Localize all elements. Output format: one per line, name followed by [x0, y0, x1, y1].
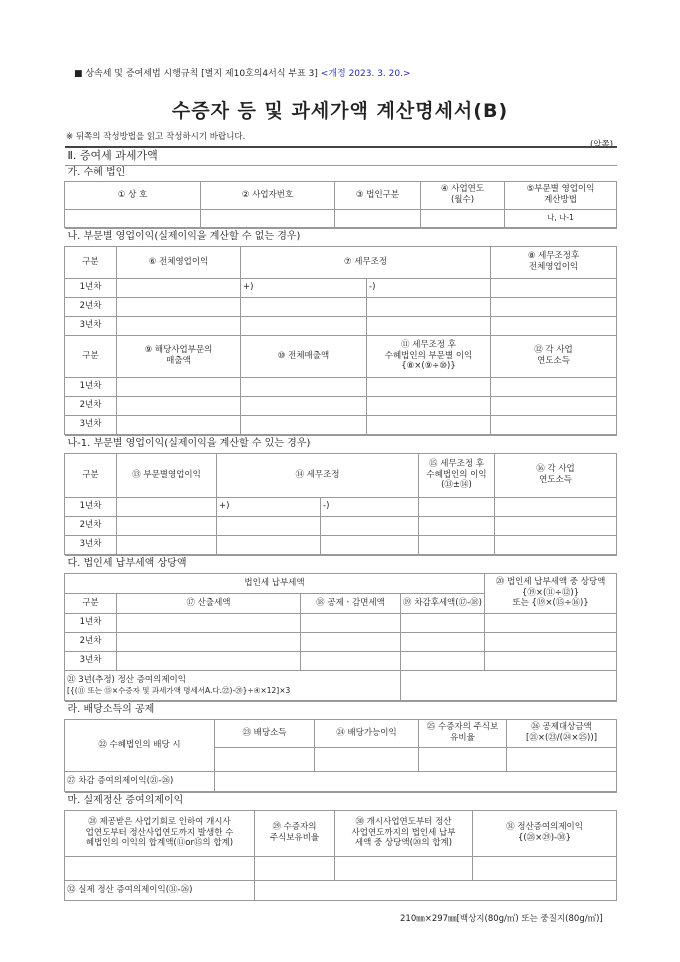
section-ma-title: 마. 실제정산 증여의제이익: [65, 792, 617, 810]
header-dividend-income: ㉓ 배당소득: [215, 719, 315, 747]
input-cell[interactable]: [485, 613, 617, 632]
section-ga-table: [64, 146, 617, 228]
section-na1-table: [64, 435, 617, 555]
input-cell[interactable]: [401, 632, 485, 651]
company-name-cell[interactable]: [65, 209, 201, 227]
plus-adjust-cell[interactable]: +): [217, 497, 321, 516]
section-na-title: 나. 부문별 영업이익(실제이익을 계산할 수 없는 경우): [65, 228, 617, 246]
input-cell[interactable]: [419, 497, 495, 516]
input-cell[interactable]: [301, 613, 401, 632]
input-cell[interactable]: [117, 297, 241, 316]
regulation-text: ■ 상속세 및 증여세법 시행규칙 [별지 제10호의4서식 부표 3]: [74, 69, 318, 79]
minus-adjust-cell[interactable]: -): [321, 497, 419, 516]
section-ra-table: [64, 701, 617, 792]
input-cell[interactable]: [315, 747, 419, 771]
input-cell[interactable]: [367, 415, 491, 434]
header-three-year-gift-profit: [65, 670, 401, 700]
header-share-ratio: ㉕ 수증자의 주식보 유비율: [419, 719, 507, 747]
input-cell[interactable]: [255, 880, 617, 900]
header-segment-sales: ⑨ 해당사업부문의 매출액: [117, 335, 241, 377]
header-computed-tax: ⑰ 산출세액: [117, 593, 301, 613]
input-cell[interactable]: [117, 613, 301, 632]
header-fiscal-year: ④ 사업연도 (월수): [421, 181, 505, 209]
year-label: 2년차: [65, 297, 117, 316]
minus-adjust-cell[interactable]: -): [367, 278, 491, 297]
header-cumulative-tax: ㉚ 개시사업연도부터 정산 사업연도까지의 법인세 납부 세액 중 상당액(⑳의 합계): [335, 810, 473, 856]
section-ra-title: 라. 배당소득의 공제: [65, 701, 617, 719]
header-corporate-tax: 법인세 납부세액: [65, 573, 485, 593]
header-taxable-income: ⑯ 각 사업 연도소득: [495, 453, 617, 497]
form-header: [74, 66, 411, 79]
input-cell[interactable]: [321, 535, 419, 554]
year-label: 3년차: [65, 316, 117, 335]
section-da-title: 다. 법인세 납부세액 상당액: [65, 555, 617, 573]
year-label: 3년차: [65, 535, 117, 554]
header-gubun: 구분: [65, 335, 117, 377]
input-cell[interactable]: [241, 415, 367, 434]
calc-method-cell[interactable]: 나, 나-1: [505, 209, 617, 227]
input-cell[interactable]: [301, 651, 401, 670]
input-cell[interactable]: [117, 535, 217, 554]
input-cell[interactable]: [495, 535, 617, 554]
input-cell[interactable]: [117, 316, 241, 335]
section-ga-title: 가. 수혜 법인: [65, 165, 617, 181]
input-cell[interactable]: [401, 670, 617, 700]
input-cell[interactable]: [117, 377, 241, 396]
input-cell[interactable]: [495, 497, 617, 516]
input-cell[interactable]: [401, 613, 485, 632]
year-label: 1년차: [65, 497, 117, 516]
input-cell[interactable]: [117, 632, 301, 651]
header-total-operating-profit: ⑥ 전체영업이익: [117, 246, 241, 278]
input-cell[interactable]: [491, 377, 617, 396]
header-tax-equivalent: ⑳ 법인세 납부세액 중 상당액 {⑲×(⑪÷⑫)} 또는 {⑲×(⑮÷⑯)}: [485, 573, 617, 613]
fiscal-year-cell[interactable]: [421, 209, 505, 227]
input-cell[interactable]: [301, 632, 401, 651]
header-gubun: 구분: [65, 246, 117, 278]
form-title: 수증자 등 및 과세가액 계산명세서(B): [171, 100, 509, 122]
three-year-gift-profit-formula: [{(⑪ 또는 ⑮×수증자 및 과세가액 명세서A.다.㉒)-⑳}÷④×12]×3: [67, 685, 291, 695]
input-cell[interactable]: [367, 297, 491, 316]
year-label: 2년차: [65, 632, 117, 651]
header-net-gift-profit: ㉗ 차감 증여의제이익(㉑-㉖): [65, 771, 215, 791]
input-cell[interactable]: [241, 377, 367, 396]
header-adjusted-profit: ⑧ 세무조정후 전체영업이익: [491, 246, 617, 278]
input-cell[interactable]: [335, 856, 473, 880]
input-cell[interactable]: [117, 278, 241, 297]
input-cell[interactable]: [507, 747, 617, 771]
input-cell[interactable]: [117, 415, 241, 434]
section-na-table: [64, 228, 617, 435]
input-cell[interactable]: [117, 396, 241, 415]
input-cell[interactable]: [473, 856, 617, 880]
input-cell[interactable]: [485, 632, 617, 651]
plus-adjust-cell[interactable]: +): [241, 278, 367, 297]
input-cell[interactable]: [491, 278, 617, 297]
input-cell[interactable]: [65, 856, 255, 880]
year-label: 2년차: [65, 516, 117, 535]
header-tax-adjustment: ⑦ 세무조정: [241, 246, 491, 278]
header-taxable-income: ⑫ 각 사업 연도소득: [491, 335, 617, 377]
input-cell[interactable]: [215, 747, 315, 771]
header-net-tax: ⑲ 차감후세액(⑰-⑱): [401, 593, 485, 613]
header-adjusted-beneficiary-profit: ⑮ 세무조정 후 수혜법인의 이익 (⑬±⑭): [419, 453, 495, 497]
section-da-table: [64, 555, 617, 701]
input-cell[interactable]: [491, 316, 617, 335]
year-label: 1년차: [65, 377, 117, 396]
input-cell[interactable]: [117, 651, 301, 670]
year-label: 1년차: [65, 278, 117, 297]
input-cell[interactable]: [367, 377, 491, 396]
input-cell[interactable]: [117, 497, 217, 516]
input-cell[interactable]: [495, 516, 617, 535]
section-na1-title: 나-1. 부문별 영업이익(실제이익을 계산할 수 있는 경우): [65, 435, 617, 453]
input-cell[interactable]: [217, 516, 321, 535]
input-cell[interactable]: [419, 535, 495, 554]
year-label: 2년차: [65, 396, 117, 415]
year-label: 3년차: [65, 651, 117, 670]
header-segment-operating-profit: ⑬ 부문별영업이익: [117, 453, 217, 497]
year-label: 1년차: [65, 613, 117, 632]
header-gubun: 구분: [65, 593, 117, 613]
header-dividend-event: ㉒ 수혜법인의 배당 시: [65, 719, 215, 771]
input-cell[interactable]: [241, 396, 367, 415]
header-deduction-tax: ⑱ 공제ㆍ감면세액: [301, 593, 401, 613]
header-actual-settlement-profit: ㉜ 실제 정산 증여의제이익(㉛-㉖): [65, 880, 255, 900]
input-cell[interactable]: [491, 396, 617, 415]
input-cell[interactable]: [215, 771, 617, 791]
header-distributable-profit: ㉔ 배당가능이익: [315, 719, 419, 747]
input-cell[interactable]: [419, 747, 507, 771]
header-gubun: 구분: [65, 453, 117, 497]
section-ma-table: [64, 792, 617, 901]
input-cell[interactable]: [241, 316, 367, 335]
header-deduction-amount: ㉖ 공제대상금액 [㉑×(㉓/(㉔×㉕))]: [507, 719, 617, 747]
form-body: [64, 146, 616, 901]
page-side-label: (앞쪽): [590, 140, 614, 150]
input-cell[interactable]: [241, 297, 367, 316]
three-year-gift-profit-label: ㉑ 3년(추정) 정산 증여의제이익: [67, 675, 186, 685]
input-cell[interactable]: [255, 856, 335, 880]
input-cell[interactable]: [367, 316, 491, 335]
corporation-type-cell[interactable]: [335, 209, 421, 227]
input-cell[interactable]: [491, 297, 617, 316]
header-settlement-gift-profit: ㉛ 정산증여의제이익 {(㉘×㉙)-㉚}: [473, 810, 617, 856]
input-cell[interactable]: [217, 535, 321, 554]
input-cell[interactable]: [419, 516, 495, 535]
header-cumulative-profit: ㉘ 제공받은 사업기회로 인하여 개시사 업연도부터 정산사업연도까지 발생한 수 혜법인의 이익의 합계액(⑪or⑮의 합계): [65, 810, 255, 856]
header-total-sales: ⑩ 전체매출액: [241, 335, 367, 377]
paper-spec-footer: 210㎜×297㎜[백상지(80g/㎡) 또는 중질지(80g/㎡)]: [400, 914, 603, 924]
amendment-date: <개정 2023. 3. 20.>: [320, 69, 411, 79]
section-ii-title: Ⅱ. 증여세 과세가액: [65, 147, 617, 165]
header-business-number: ② 사업자번호: [201, 181, 335, 209]
year-label: 3년차: [65, 415, 117, 434]
header-calc-method: ⑤부문별 영업이익 계산방법: [505, 181, 617, 209]
business-number-cell[interactable]: [201, 209, 335, 227]
input-cell[interactable]: [117, 516, 217, 535]
input-cell[interactable]: [367, 396, 491, 415]
input-cell[interactable]: [485, 651, 617, 670]
input-cell[interactable]: [491, 415, 617, 434]
input-cell[interactable]: [401, 651, 485, 670]
header-tax-adjustment: ⑭ 세무조정: [217, 453, 419, 497]
header-corporation-type: ③ 법인구분: [335, 181, 421, 209]
header-segment-profit: ⑪ 세무조정 후 수혜법인의 부문별 이익 {⑧×(⑨÷⑩)}: [367, 335, 491, 377]
header-recipient-share-ratio: ㉙ 수증자의 주식보유비율: [255, 810, 335, 856]
header-company-name: ① 상 호: [65, 181, 201, 209]
input-cell[interactable]: [321, 516, 419, 535]
instruction-note: ※ 뒤쪽의 작성방법을 읽고 작성하시기 바랍니다.: [66, 132, 246, 142]
